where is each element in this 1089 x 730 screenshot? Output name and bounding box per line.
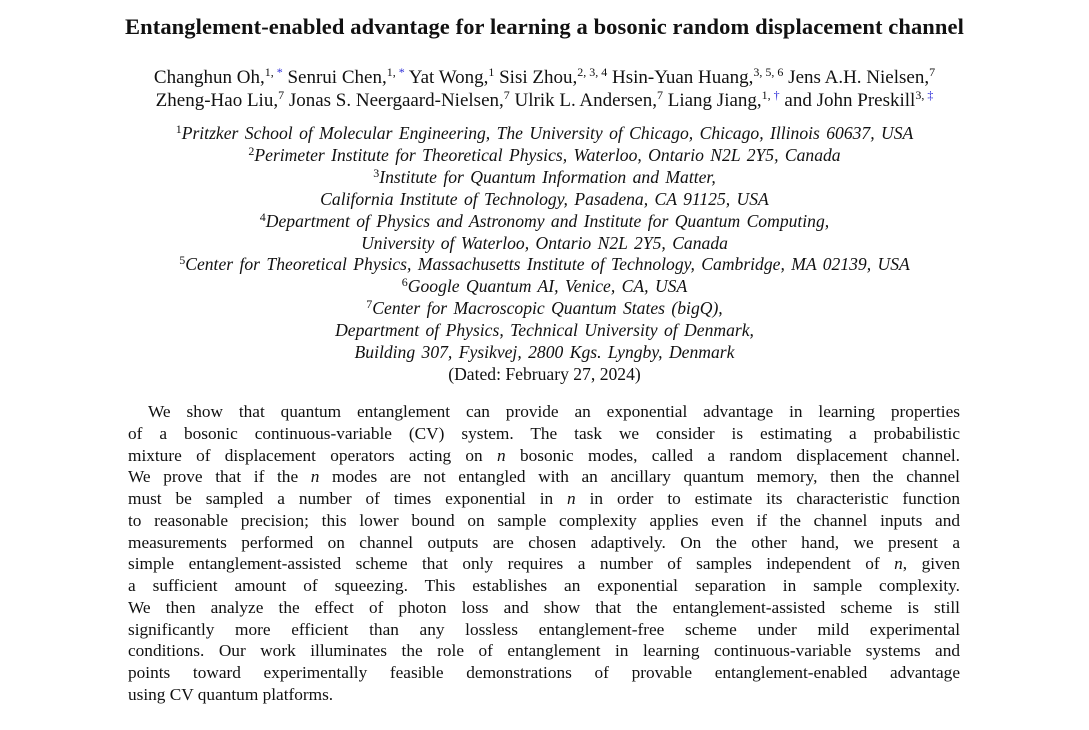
affiliation-line	[0, 123, 1089, 145]
affiliation-line	[0, 189, 1089, 211]
math-variable: n	[567, 489, 576, 508]
author-affiliation-marker: 7	[278, 88, 285, 102]
affiliation-text: Center for Macroscopic Quantum States (bigQ),	[372, 298, 723, 319]
affiliation-text: Perimeter Institute for Theoretical Physics, Waterloo, Ontario N2L 2Y5, Canada	[254, 144, 841, 165]
affiliation-number: 1	[175, 122, 182, 136]
author-affiliation-marker: 3, ‡	[915, 88, 934, 102]
abstract-line: points toward experimentally feasible demonstrations of provable entanglement-enabled advantage	[128, 663, 960, 682]
author-affiliation-marker: 7	[656, 88, 663, 102]
author-name	[409, 67, 495, 88]
math-variable: n	[497, 445, 506, 465]
affiliation-text: Pritzker School of Molecular Engineering, The University of Chicago, Chicago, Illinois 60637, USA	[181, 123, 914, 143]
author-name	[154, 67, 283, 88]
affiliation-line	[0, 276, 1089, 298]
author-line	[0, 66, 1089, 89]
abstract-line: simple entanglement-assisted scheme that only requires a number of samples independent of n, given	[128, 554, 960, 574]
author-affiliation-marker: 1	[488, 65, 495, 79]
affiliation-text: Department of Physics and Astronomy and Institute for Quantum Computing,	[265, 210, 830, 231]
author-affiliation-marker: 2, 3, 4	[577, 65, 608, 79]
author-affiliation-marker: 1, †	[761, 88, 780, 102]
abstract-line: of a bosonic continuous-variable (CV) system. The task we consider is estimating a probabilistic	[128, 423, 960, 443]
affiliation-text: Building 307, Fysikvej, 2800 Kgs. Lyngby, Denmark	[354, 342, 735, 363]
abstract	[128, 401, 960, 706]
affiliation-text: Department of Physics, Technical University of Denmark,	[335, 320, 754, 341]
author-name-text: Sisi Zhou,	[499, 67, 578, 88]
affiliation-lines	[0, 123, 1089, 364]
abstract-line: significantly more efficient than any lossless entanglement-free scheme under mild experimental	[128, 619, 960, 639]
affiliation-list	[0, 123, 1089, 386]
paper-title: Entanglement-enabled advantage for learning a bosonic random displacement channel	[125, 14, 964, 39]
affiliation-number: 2	[248, 143, 255, 158]
affiliation-line	[0, 211, 1089, 233]
author-name	[788, 67, 935, 88]
author-name-text: Hsin-Yuan Huang,	[611, 67, 754, 88]
author-name-text: Zheng-Hao Liu,	[155, 90, 279, 111]
affiliation-text: Google Quantum AI, Venice, CA, USA	[407, 276, 688, 297]
author-affiliation-marker: 7	[929, 65, 936, 79]
author-name	[612, 67, 783, 88]
author-affiliation-marker: 7	[503, 88, 510, 102]
author-affiliation-marker: 3, 5, 6	[753, 65, 784, 79]
author-name-text: Jens A.H. Nielsen,	[788, 67, 930, 88]
abstract-line: mixture of displacement operators acting on n bosonic modes, called a random displacement channel.	[128, 445, 960, 465]
footnote-link[interactable]: †	[770, 88, 780, 102]
affiliation-number: 7	[366, 297, 373, 312]
author-affiliation-marker: 1, *	[386, 65, 405, 79]
affiliation-number: 6	[401, 275, 408, 290]
author-name-text: Jonas S. Neergaard-Nielsen,	[288, 90, 504, 111]
math-variable: n	[894, 554, 903, 574]
affiliation-line	[0, 167, 1089, 189]
author-name-text: and John Preskill	[784, 90, 916, 111]
author-line	[0, 89, 1089, 112]
affiliation-number: 4	[259, 209, 266, 224]
author-name	[156, 90, 284, 111]
abstract-line: using CV quantum platforms.	[128, 684, 334, 704]
abstract-line: We then analyze the effect of photon loss and show that the entanglement-assisted scheme is still	[128, 597, 960, 617]
affiliation-number: 3	[373, 165, 380, 180]
author-name-text: Liang Jiang,	[667, 90, 762, 111]
footnote-link[interactable]: *	[395, 65, 405, 79]
abstract-line: a sufficient amount of squeezing. This establishes an exponential separation in sample complexity.	[128, 576, 960, 595]
author-name	[668, 90, 780, 111]
author-name	[515, 90, 663, 111]
abstract-line: conditions. Our work illuminates the role of entanglement in learning continuous-variable systems and	[128, 641, 960, 661]
affiliation-text: University of Waterloo, Ontario N2L 2Y5, Canada	[361, 232, 728, 253]
footnote-link[interactable]: *	[273, 65, 283, 79]
abstract-line: to reasonable precision; this lower bound on sample complexity applies even if the channel inputs and	[128, 510, 960, 530]
author-name-text: Senrui Chen,	[287, 67, 387, 88]
abstract-line: measurements performed on channel outputs are chosen adaptively. On the other hand, we present a	[128, 532, 960, 552]
affiliation-line	[0, 145, 1089, 167]
abstract-line: must be sampled a number of times exponential in n in order to estimate its characteristic function	[128, 489, 960, 508]
affiliation-line	[0, 342, 1089, 364]
affiliation-line	[0, 320, 1089, 342]
author-affiliation-marker: 1, *	[264, 65, 283, 79]
abstract-line: We show that quantum entanglement can provide an exponential advantage in learning properties	[148, 402, 960, 421]
author-name	[784, 90, 933, 111]
author-name	[289, 90, 510, 111]
affiliation-line	[0, 254, 1089, 276]
affiliation-line	[0, 298, 1089, 320]
affiliation-text: Center for Theoretical Physics, Massachusetts Institute of Technology, Cambridge, MA 02139, USA	[185, 254, 910, 275]
dated-line: (Dated: February 27, 2024)	[448, 363, 641, 384]
author-name	[287, 67, 404, 88]
abstract-line: We prove that if the n modes are not entangled with an ancillary quantum memory, then the channel	[128, 467, 960, 487]
author-name-text: Changhun Oh,	[153, 67, 265, 88]
affiliation-number: 5	[179, 253, 186, 268]
affiliation-text: Institute for Quantum Information and Matter,	[379, 166, 716, 187]
author-name	[499, 67, 607, 88]
math-variable: n	[310, 467, 320, 487]
footnote-link[interactable]: ‡	[924, 88, 934, 102]
affiliation-line	[0, 233, 1089, 255]
author-name-text: Ulrik L. Andersen,	[514, 90, 657, 111]
affiliation-text: California Institute of Technology, Pasadena, CA 91125, USA	[320, 188, 769, 209]
author-name-text: Yat Wong,	[408, 67, 489, 88]
author-list	[0, 66, 1089, 112]
